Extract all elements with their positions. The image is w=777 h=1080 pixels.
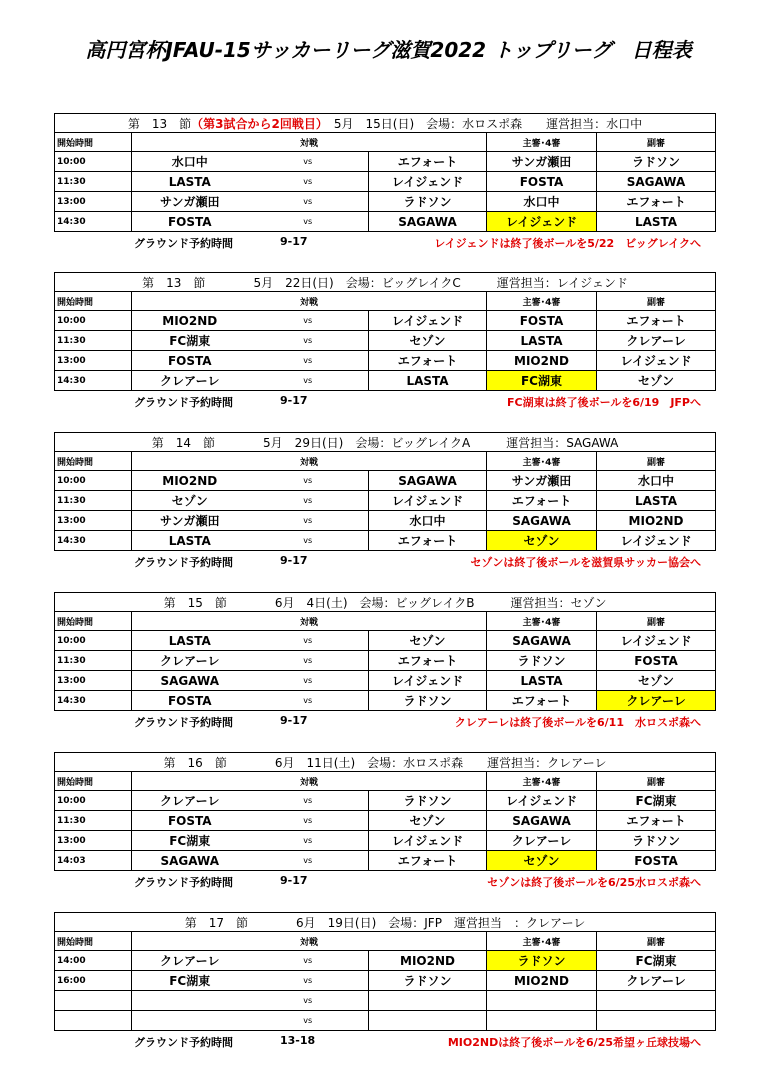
chief-referee: FOSTA: [487, 172, 597, 192]
away-team: SAGAWA: [369, 471, 487, 491]
ball-transfer-note: セゾンは終了後ボールを滋賀県サッカー協会へ: [470, 556, 701, 569]
ball-transfer-note: クレアーレは終了後ボールを6/11 水ロスポ森へ: [454, 716, 701, 729]
home-team: LASTA: [132, 631, 248, 651]
assistant-referee: ラドソン: [597, 831, 716, 851]
col-asst-ref: 副審: [597, 932, 716, 951]
home-team: SAGAWA: [132, 851, 248, 871]
home-team: [132, 1011, 248, 1031]
assistant-referee: エフォート: [597, 311, 716, 331]
chief-referee: エフォート: [487, 491, 597, 511]
match-time: 11:30: [55, 491, 132, 511]
match-time: 13:00: [55, 351, 132, 371]
assistant-referee: LASTA: [597, 212, 716, 232]
vs-label: vs: [248, 811, 369, 831]
home-team: FC湖東: [132, 831, 248, 851]
ground-time-label: グラウンド予約時間: [134, 1036, 233, 1049]
matchday-header: [55, 273, 716, 292]
assistant-referee: レイジェンド: [597, 351, 716, 371]
away-team: LASTA: [369, 371, 487, 391]
matchday-header: [55, 913, 716, 932]
vs-label: vs: [248, 991, 369, 1011]
away-team: ラドソン: [369, 971, 487, 991]
assistant-referee: 水口中: [597, 471, 716, 491]
match-time: 10:00: [55, 631, 132, 651]
vs-label: vs: [248, 691, 369, 711]
assistant-referee: [597, 991, 716, 1011]
matchday-header: [55, 753, 716, 772]
ground-hours: 9-17: [280, 714, 308, 727]
ball-transfer-note: セゾンは終了後ボールを6/25水ロスポ森へ: [487, 876, 701, 889]
away-team: レイジェンド: [369, 311, 487, 331]
match-row: [55, 831, 716, 851]
match-time: 11:30: [55, 811, 132, 831]
vs-label: vs: [248, 651, 369, 671]
chief-referee: レイジェンド: [487, 791, 597, 811]
home-team: クレアーレ: [132, 951, 248, 971]
vs-label: vs: [248, 951, 369, 971]
matchday-header: [55, 433, 716, 452]
chief-referee: レイジェンド: [487, 212, 597, 232]
home-team: MIO2ND: [132, 471, 248, 491]
col-start-time: 開始時間: [55, 292, 132, 311]
match-row: [55, 971, 716, 991]
col-chief-ref: 主審･4審: [487, 452, 597, 471]
vs-label: vs: [248, 212, 369, 232]
home-team: クレアーレ: [132, 791, 248, 811]
match-row: [55, 1011, 716, 1031]
match-row: [55, 791, 716, 811]
assistant-referee: FOSTA: [597, 651, 716, 671]
match-time: 10:00: [55, 791, 132, 811]
chief-referee: FOSTA: [487, 311, 597, 331]
home-team: セゾン: [132, 491, 248, 511]
matchday-table: [54, 432, 716, 551]
matchday-header: [55, 593, 716, 612]
away-team: エフォート: [369, 531, 487, 551]
away-team: ラドソン: [369, 691, 487, 711]
chief-referee: ラドソン: [487, 951, 597, 971]
matchday-table: [54, 752, 716, 871]
matchday-info: 5月 22日(日) 会場：ビッグレイクC 運営担当：レイジェンド: [253, 275, 628, 290]
away-team: SAGAWA: [369, 212, 487, 232]
match-time: [55, 991, 132, 1011]
matchday-block: [54, 432, 715, 571]
col-asst-ref: 副審: [597, 452, 716, 471]
vs-label: vs: [248, 172, 369, 192]
match-row: [55, 331, 716, 351]
match-row: [55, 471, 716, 491]
assistant-referee: クレアーレ: [597, 331, 716, 351]
matchday-round: 第 16 節: [163, 755, 227, 770]
vs-label: vs: [248, 971, 369, 991]
col-chief-ref: 主審･4審: [487, 612, 597, 631]
ball-transfer-note: レイジェンドは終了後ボールを5/22 ビッグレイクへ: [434, 237, 701, 250]
assistant-referee: クレアーレ: [597, 691, 716, 711]
away-team: [369, 991, 487, 1011]
match-row: [55, 491, 716, 511]
match-time: 14:30: [55, 691, 132, 711]
chief-referee: MIO2ND: [487, 351, 597, 371]
away-team: エフォート: [369, 651, 487, 671]
vs-label: vs: [248, 831, 369, 851]
match-row: [55, 991, 716, 1011]
home-team: FOSTA: [132, 811, 248, 831]
col-chief-ref: 主審･4審: [487, 133, 597, 152]
ball-transfer-note: FC湖東は終了後ボールを6/19 JFPへ: [506, 396, 701, 409]
ground-footer: [54, 1031, 715, 1051]
match-row: [55, 351, 716, 371]
away-team: エフォート: [369, 152, 487, 172]
home-team: FC湖東: [132, 331, 248, 351]
ground-hours: 9-17: [280, 394, 308, 407]
ground-hours: 13-18: [280, 1034, 316, 1047]
ground-time-label: グラウンド予約時間: [134, 237, 233, 250]
home-team: [132, 991, 248, 1011]
col-match: 対戦: [132, 772, 487, 791]
home-team: LASTA: [132, 172, 248, 192]
ground-footer: [54, 391, 715, 411]
ground-time-label: グラウンド予約時間: [134, 876, 233, 889]
chief-referee: サンガ瀬田: [487, 152, 597, 172]
chief-referee: [487, 991, 597, 1011]
matchday-round: 第 17 節: [184, 915, 248, 930]
match-row: [55, 172, 716, 192]
away-team: ラドソン: [369, 192, 487, 212]
home-team: FOSTA: [132, 691, 248, 711]
col-chief-ref: 主審･4審: [487, 932, 597, 951]
ground-time-label: グラウンド予約時間: [134, 556, 233, 569]
chief-referee: LASTA: [487, 671, 597, 691]
matchday-header: [55, 114, 716, 133]
match-time: 11:30: [55, 172, 132, 192]
match-time: 13:00: [55, 671, 132, 691]
match-row: [55, 811, 716, 831]
chief-referee: FC湖東: [487, 371, 597, 391]
col-match: 対戦: [132, 452, 487, 471]
assistant-referee: [597, 1011, 716, 1031]
home-team: MIO2ND: [132, 311, 248, 331]
match-row: [55, 311, 716, 331]
vs-label: vs: [248, 511, 369, 531]
ground-footer: [54, 232, 715, 252]
assistant-referee: セゾン: [597, 371, 716, 391]
match-row: [55, 152, 716, 172]
home-team: LASTA: [132, 531, 248, 551]
assistant-referee: FC湖東: [597, 951, 716, 971]
home-team: クレアーレ: [132, 371, 248, 391]
match-row: [55, 651, 716, 671]
ground-footer: [54, 871, 715, 891]
assistant-referee: FC湖東: [597, 791, 716, 811]
away-team: レイジェンド: [369, 831, 487, 851]
col-start-time: 開始時間: [55, 932, 132, 951]
assistant-referee: FOSTA: [597, 851, 716, 871]
assistant-referee: エフォート: [597, 192, 716, 212]
col-asst-ref: 副審: [597, 612, 716, 631]
vs-label: vs: [248, 791, 369, 811]
ground-hours: 9-17: [280, 235, 308, 248]
match-time: 11:30: [55, 331, 132, 351]
match-time: 11:30: [55, 651, 132, 671]
away-team: MIO2ND: [369, 951, 487, 971]
matchday-table: [54, 592, 716, 711]
ground-time-label: グラウンド予約時間: [134, 716, 233, 729]
col-chief-ref: 主審･4審: [487, 772, 597, 791]
vs-label: vs: [248, 631, 369, 651]
matchday-round: 第 13 節: [127, 116, 192, 131]
home-team: サンガ瀬田: [132, 511, 248, 531]
col-asst-ref: 副審: [597, 772, 716, 791]
vs-label: vs: [248, 471, 369, 491]
col-asst-ref: 副審: [597, 292, 716, 311]
col-start-time: 開始時間: [55, 612, 132, 631]
match-time: [55, 1011, 132, 1031]
vs-label: vs: [248, 152, 369, 172]
away-team: エフォート: [369, 351, 487, 371]
match-row: [55, 531, 716, 551]
match-row: [55, 511, 716, 531]
away-team: レイジェンド: [369, 671, 487, 691]
away-team: [369, 1011, 487, 1031]
assistant-referee: ラドソン: [597, 152, 716, 172]
match-row: [55, 371, 716, 391]
chief-referee: 水口中: [487, 192, 597, 212]
col-match: 対戦: [132, 292, 487, 311]
vs-label: vs: [248, 671, 369, 691]
home-team: FC湖東: [132, 971, 248, 991]
match-time: 10:00: [55, 471, 132, 491]
away-team: レイジェンド: [369, 491, 487, 511]
ground-hours: 9-17: [280, 874, 308, 887]
away-team: 水口中: [369, 511, 487, 531]
matchday-table: [54, 912, 716, 1031]
assistant-referee: レイジェンド: [597, 631, 716, 651]
home-team: FOSTA: [132, 212, 248, 232]
match-time: 14:00: [55, 951, 132, 971]
chief-referee: MIO2ND: [487, 971, 597, 991]
away-team: ラドソン: [369, 791, 487, 811]
match-row: [55, 631, 716, 651]
col-match: 対戦: [132, 932, 487, 951]
assistant-referee: SAGAWA: [597, 172, 716, 192]
matchday-block: [54, 912, 715, 1051]
ground-footer: [54, 711, 715, 731]
match-row: [55, 192, 716, 212]
col-match: 対戦: [132, 612, 487, 631]
matchday-info: 5月 29日(日) 会場：ビッグレイクA 運営担当：SAGAWA: [263, 435, 619, 450]
ball-transfer-note: MIO2NDは終了後ボールを6/25希望ヶ丘球技場へ: [447, 1036, 701, 1049]
vs-label: vs: [248, 371, 369, 391]
vs-label: vs: [248, 351, 369, 371]
match-row: [55, 951, 716, 971]
matchday-round: 第 14 節: [151, 435, 216, 450]
matchday-block: [54, 113, 715, 252]
matchday-info: 6月 19日(日) 会場：JFP 運営担当 ：クレアーレ: [296, 915, 586, 930]
matchday-info: 5月 15日(日) 会場：水ロスポ森 運営担当：水口中: [333, 116, 643, 131]
vs-label: vs: [248, 491, 369, 511]
matchday-round: 第 13 節: [142, 275, 206, 290]
vs-label: vs: [248, 531, 369, 551]
chief-referee: セゾン: [487, 531, 597, 551]
match-row: [55, 671, 716, 691]
vs-label: vs: [248, 851, 369, 871]
match-row: [55, 212, 716, 232]
matchday-block: [54, 752, 715, 891]
col-start-time: 開始時間: [55, 452, 132, 471]
matchday-round: 第 15 節: [163, 595, 227, 610]
ground-hours: 9-17: [280, 554, 308, 567]
away-team: レイジェンド: [369, 172, 487, 192]
vs-label: vs: [248, 192, 369, 212]
vs-label: vs: [248, 331, 369, 351]
chief-referee: サンガ瀬田: [487, 471, 597, 491]
col-start-time: 開始時間: [55, 772, 132, 791]
match-time: 16:00: [55, 971, 132, 991]
col-start-time: 開始時間: [55, 133, 132, 152]
col-asst-ref: 副審: [597, 133, 716, 152]
home-team: SAGAWA: [132, 671, 248, 691]
assistant-referee: エフォート: [597, 811, 716, 831]
matchday-info: 6月 11日(土) 会場：水ロスポ森 運営担当：クレアーレ: [274, 755, 607, 770]
match-time: 13:00: [55, 831, 132, 851]
col-match: 対戦: [132, 133, 487, 152]
match-time: 10:00: [55, 152, 132, 172]
chief-referee: クレアーレ: [487, 831, 597, 851]
matchday-block: [54, 592, 715, 731]
matchday-table: [54, 272, 716, 391]
away-team: セゾン: [369, 331, 487, 351]
assistant-referee: クレアーレ: [597, 971, 716, 991]
home-team: FOSTA: [132, 351, 248, 371]
match-row: [55, 851, 716, 871]
ground-time-label: グラウンド予約時間: [134, 396, 233, 409]
page-title: 高円宮杯JFAU-15サッカーリーグ滋賀2022 トップリーグ 日程表: [85, 38, 692, 62]
assistant-referee: セゾン: [597, 671, 716, 691]
assistant-referee: MIO2ND: [597, 511, 716, 531]
chief-referee: エフォート: [487, 691, 597, 711]
chief-referee: [487, 1011, 597, 1031]
round-note: （第3試合から2回戦目）: [191, 116, 322, 131]
away-team: エフォート: [369, 851, 487, 871]
chief-referee: SAGAWA: [487, 511, 597, 531]
match-time: 13:00: [55, 192, 132, 212]
match-time: 14:30: [55, 371, 132, 391]
chief-referee: SAGAWA: [487, 811, 597, 831]
home-team: クレアーレ: [132, 651, 248, 671]
away-team: セゾン: [369, 811, 487, 831]
match-time: 14:03: [55, 851, 132, 871]
match-time: 14:30: [55, 531, 132, 551]
away-team: セゾン: [369, 631, 487, 651]
chief-referee: セゾン: [487, 851, 597, 871]
match-time: 13:00: [55, 511, 132, 531]
assistant-referee: LASTA: [597, 491, 716, 511]
match-row: [55, 691, 716, 711]
match-time: 14:30: [55, 212, 132, 232]
chief-referee: ラドソン: [487, 651, 597, 671]
vs-label: vs: [248, 1011, 369, 1031]
match-time: 10:00: [55, 311, 132, 331]
matchday-table: [54, 113, 716, 232]
vs-label: vs: [248, 311, 369, 331]
matchday-block: [54, 272, 715, 411]
chief-referee: LASTA: [487, 331, 597, 351]
matchday-info: 6月 4日(土) 会場：ビッグレイクB 運営担当：セゾン: [274, 595, 607, 610]
home-team: サンガ瀬田: [132, 192, 248, 212]
col-chief-ref: 主審･4審: [487, 292, 597, 311]
ground-footer: [54, 551, 715, 571]
home-team: 水口中: [132, 152, 248, 172]
assistant-referee: レイジェンド: [597, 531, 716, 551]
chief-referee: SAGAWA: [487, 631, 597, 651]
